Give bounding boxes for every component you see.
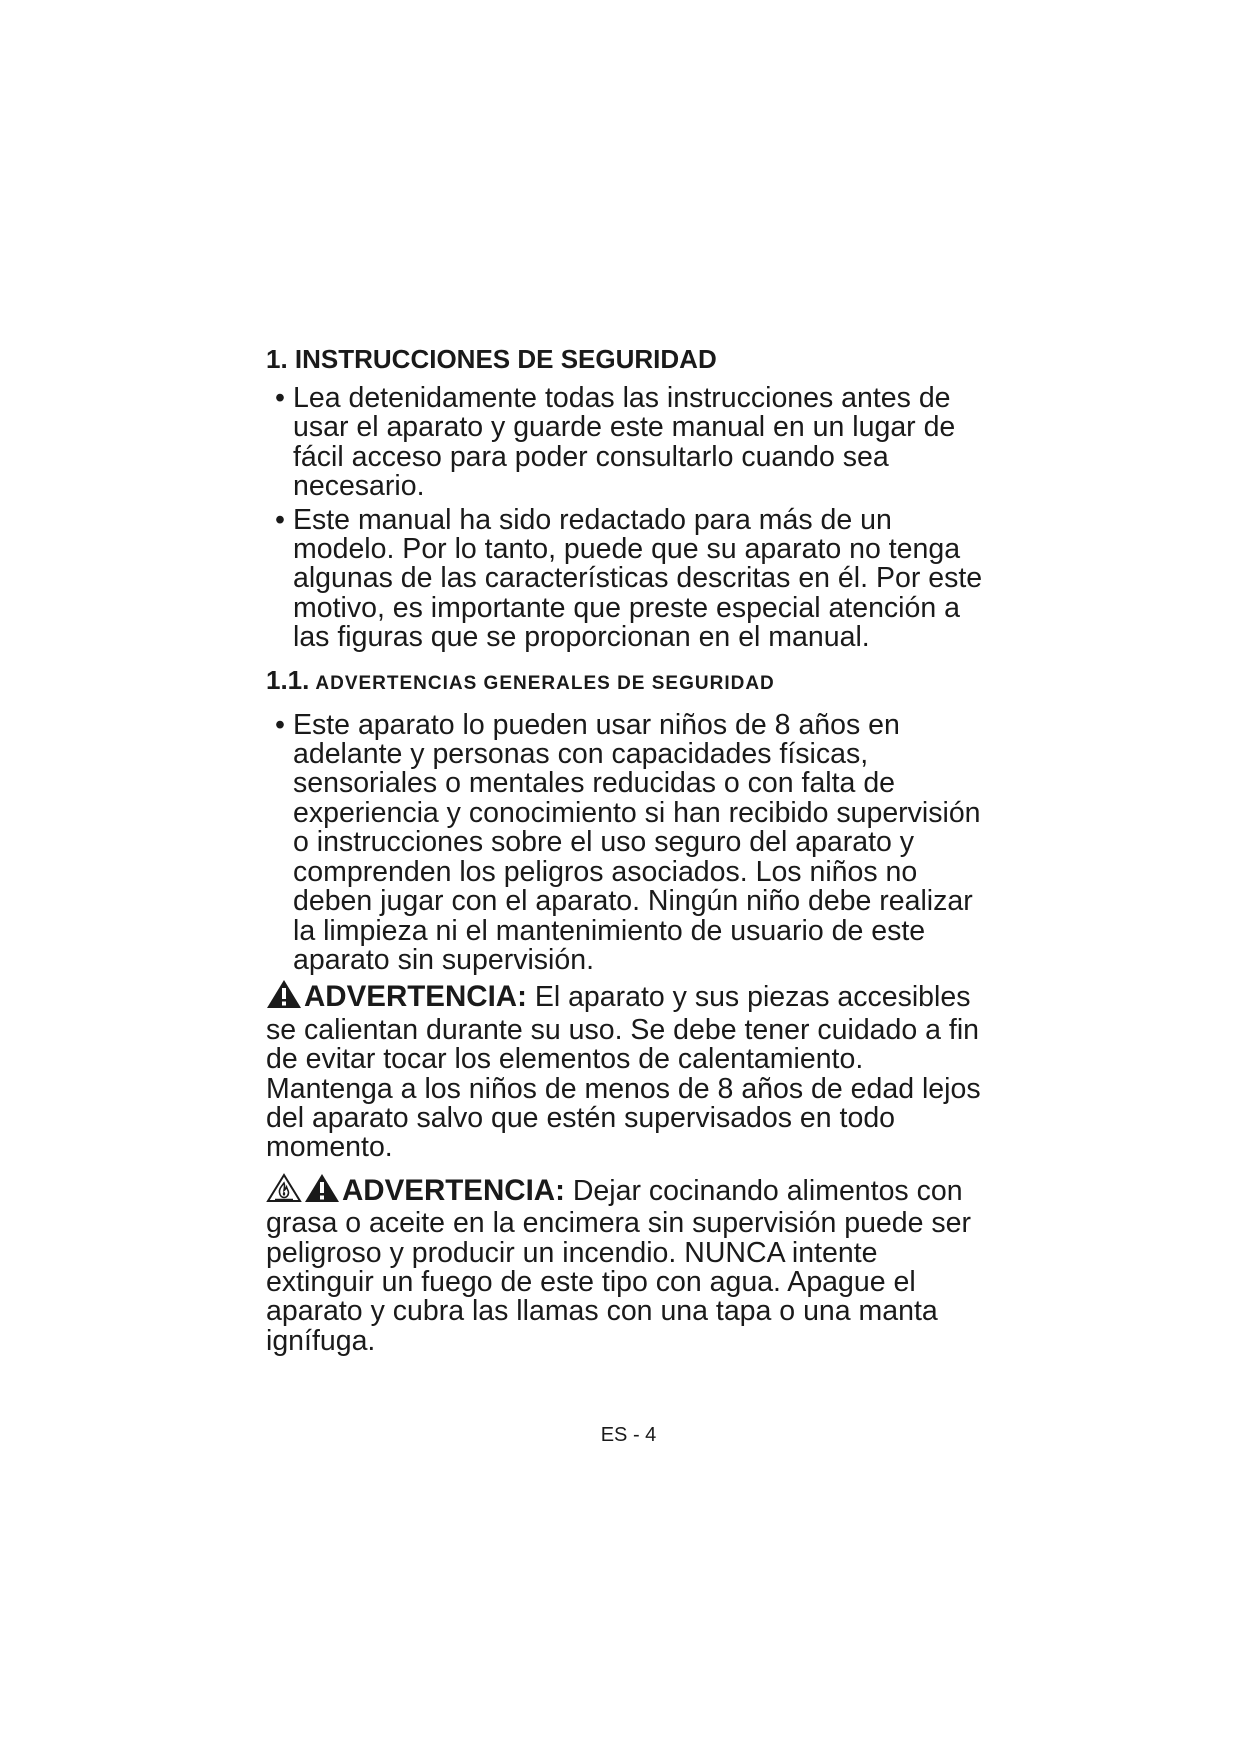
- list-item: [266, 384, 986, 502]
- bullet-text: Este manual ha sido redactado para más de un modelo. Por lo tanto, puede que su aparato no tenga algunas de las características descritas en él. Por este motivo, es importante que preste especial atención a las figuras que se proporcionan en el manual.: [293, 503, 983, 654]
- page-content: [266, 342, 986, 1366]
- warning-label: ADVERTENCIA:: [342, 1173, 565, 1207]
- page-number: ES - 4: [600, 1424, 657, 1446]
- fire-hazard-icon: [266, 1173, 302, 1209]
- bullet-icon: •: [275, 708, 285, 741]
- subsection-number: 1.1.: [266, 664, 310, 695]
- bullet-text: Lea detenidamente todas las instrucciones antes de usar el aparato y guarde este manual en un lugar de fácil acceso para poder consultarlo cuando sea necesario.: [293, 382, 956, 503]
- warning-triangle-icon: [304, 1173, 340, 1209]
- bullet-icon: •: [275, 382, 285, 414]
- warning-text: Dejar cocinando alimentos con grasa o aceite en la encimera sin supervisión puede ser peligroso y producir un incendio. NUNCA intente extinguir un fuego de este tipo con agua. Apague el aparato y cubra las llamas con una tapa o una manta ignífuga.: [266, 1174, 971, 1357]
- subsection-heading: ADVERTENCIAS GENERALES DE SEGURIDAD: [315, 672, 775, 694]
- warning-text: El aparato y sus piezas accesibles se calientan durante su uso. Se debe tener cuidado a fin de evitar tocar los elementos de calentamiento. Mantenga a los niños de menos de 8 años de edad lejos del aparato salvo que estén supervisados en todo momento.: [266, 981, 981, 1164]
- warning-block: [266, 1173, 986, 1356]
- list-item: [266, 503, 986, 654]
- section-bullet-list: [266, 384, 986, 653]
- warning-triangle-icon: [266, 979, 302, 1015]
- list-item: [266, 708, 986, 976]
- subsection-title: [266, 663, 986, 701]
- warning-label: ADVERTENCIA:: [304, 980, 527, 1014]
- warning-block: [266, 979, 986, 1162]
- subsection-bullet-list: [266, 708, 986, 976]
- section-title: 1. INSTRUCCIONES DE SEGURIDAD: [266, 344, 717, 374]
- bullet-icon: •: [275, 503, 285, 536]
- bullet-text: Este aparato lo pueden usar niños de 8 años en adelante y personas con capacidades físicas, sensoriales o mentales reducidas o con falta de experiencia y conocimiento si han recibido supervisión o instrucciones sobre el uso seguro del aparato y comprenden los peligros asociados. Los niños no deben jugar con el aparato. Ningún niño debe realizar la limpieza ni el mantenimiento de usuario de este aparato sin supervisión.: [293, 708, 981, 976]
